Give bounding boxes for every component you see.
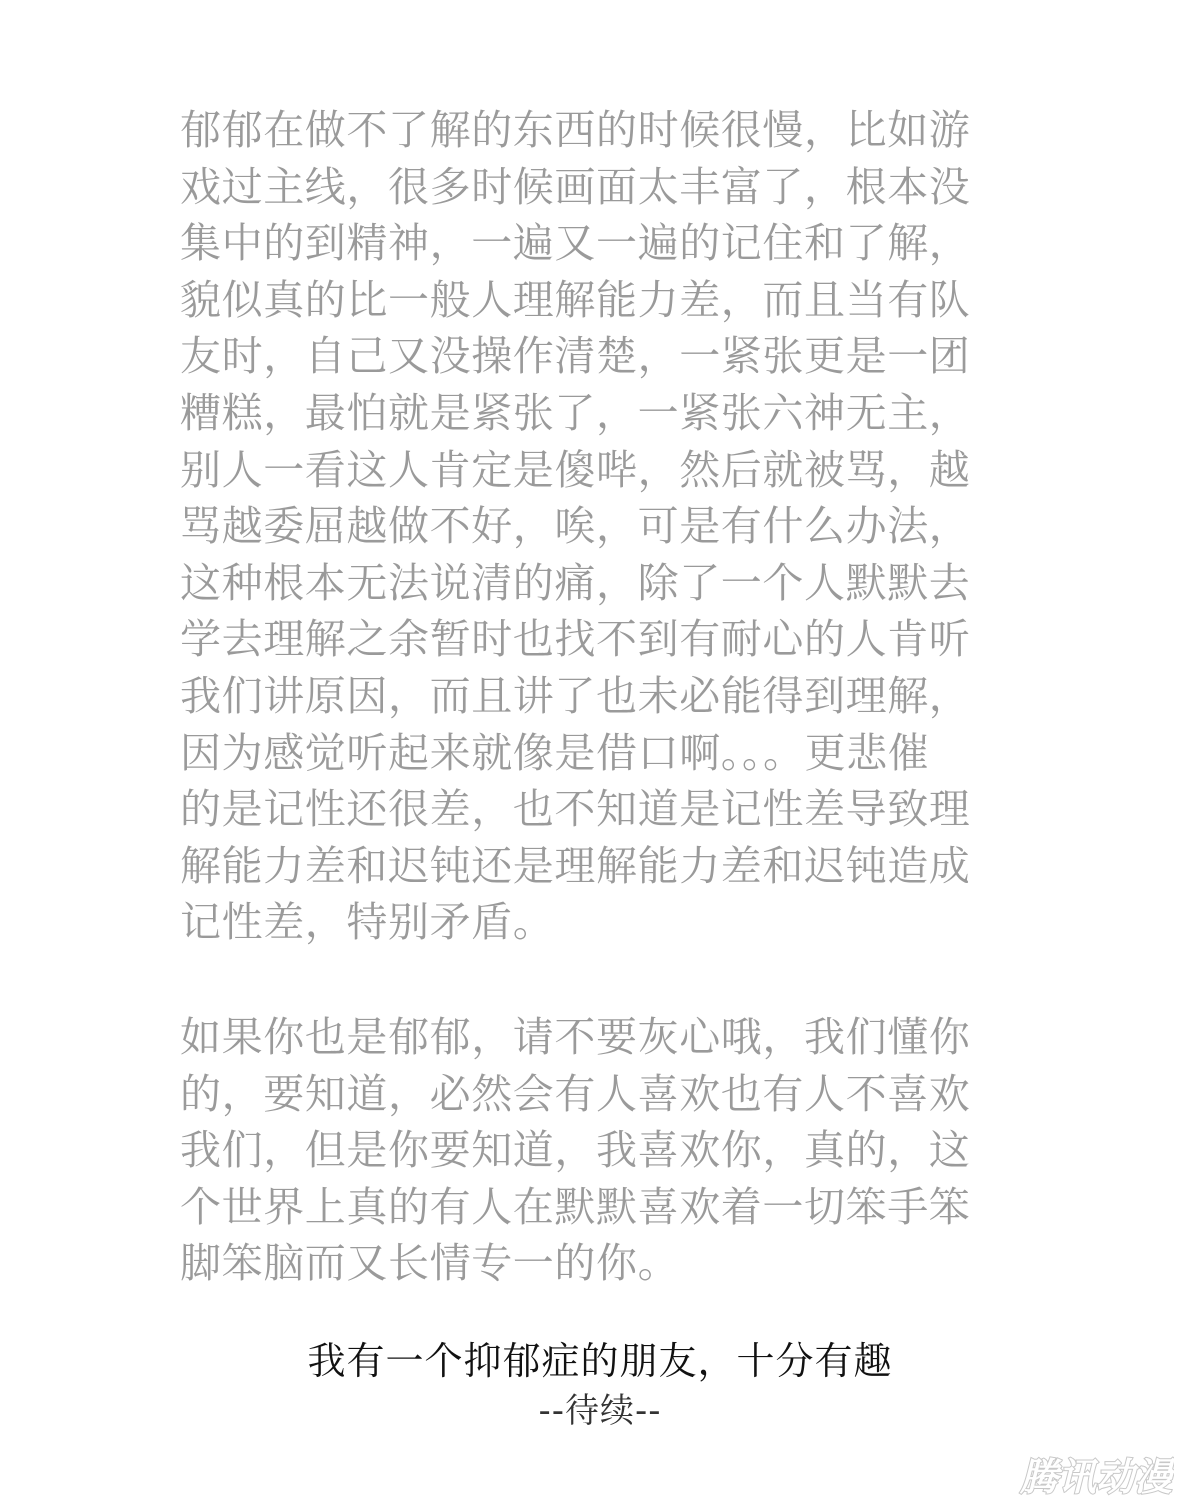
paragraph-2 [180, 1009, 1030, 1292]
text-line: 记性差，特别矛盾。 [180, 898, 555, 947]
text-line: 学去理解之余暂时也找不到有耐心的人肯听 [180, 615, 971, 664]
text-line: 友时，自己又没操作清楚，一紧张更是一团 [180, 332, 971, 381]
article-body [180, 102, 1030, 1292]
text-line: 的，要知道，必然会有人喜欢也有人不喜欢 [180, 1069, 971, 1118]
text-line: 个世界上真的有人在默默喜欢着一切笨手笨 [180, 1182, 971, 1231]
text-line: 糟糕，最怕就是紧张了，一紧张六神无主， [180, 388, 971, 437]
tencent-comic-watermark-logo [984, 1448, 1174, 1500]
text-line: 郁郁在做不了解的东西的时候很慢，比如游 [180, 106, 971, 154]
text-line: 解能力差和迟钝还是理解能力差和迟钝造成 [180, 841, 971, 890]
text-line: 我们讲原因，而且讲了也未必能得到理解， [180, 671, 971, 720]
text-line: 骂越委屈越做不好，唉，可是有什么办法， [180, 502, 971, 551]
text-line: 因为感觉听起来就像是借口啊。。。更悲催 [180, 728, 930, 777]
paragraph-spacer [180, 951, 1030, 1009]
paragraph-1 [180, 102, 1030, 951]
text-line: 如果你也是郁郁，请不要灰心哦，我们懂你 [180, 1012, 971, 1061]
text-line: 的是记性还很差，也不知道是记性差导致理 [180, 785, 971, 834]
text-line: 集中的到精神，一遍又一遍的记住和了解， [180, 219, 971, 268]
text-line: 貌似真的比一般人理解能力差，而且当有队 [180, 275, 971, 324]
series-title: 我有一个抑郁症的朋友，十分有趣 [307, 1339, 893, 1383]
text-line: 我们，但是你要知道，我喜欢你，真的，这 [180, 1126, 971, 1175]
text-line: 别人一看这人肯定是傻哔，然后就被骂，越 [180, 445, 971, 494]
text-line: 这种根本无法说清的痛，除了一个人默默去 [180, 558, 971, 607]
text-line: 脚笨脑而又长情专一的你。 [180, 1239, 680, 1288]
text-line: 戏过主线，很多时候画面太丰富了，根本没 [180, 162, 971, 211]
to-be-continued-label: --待续-- [538, 1391, 662, 1431]
watermark-logo-text: 腾讯动漫 [1019, 1455, 1172, 1499]
